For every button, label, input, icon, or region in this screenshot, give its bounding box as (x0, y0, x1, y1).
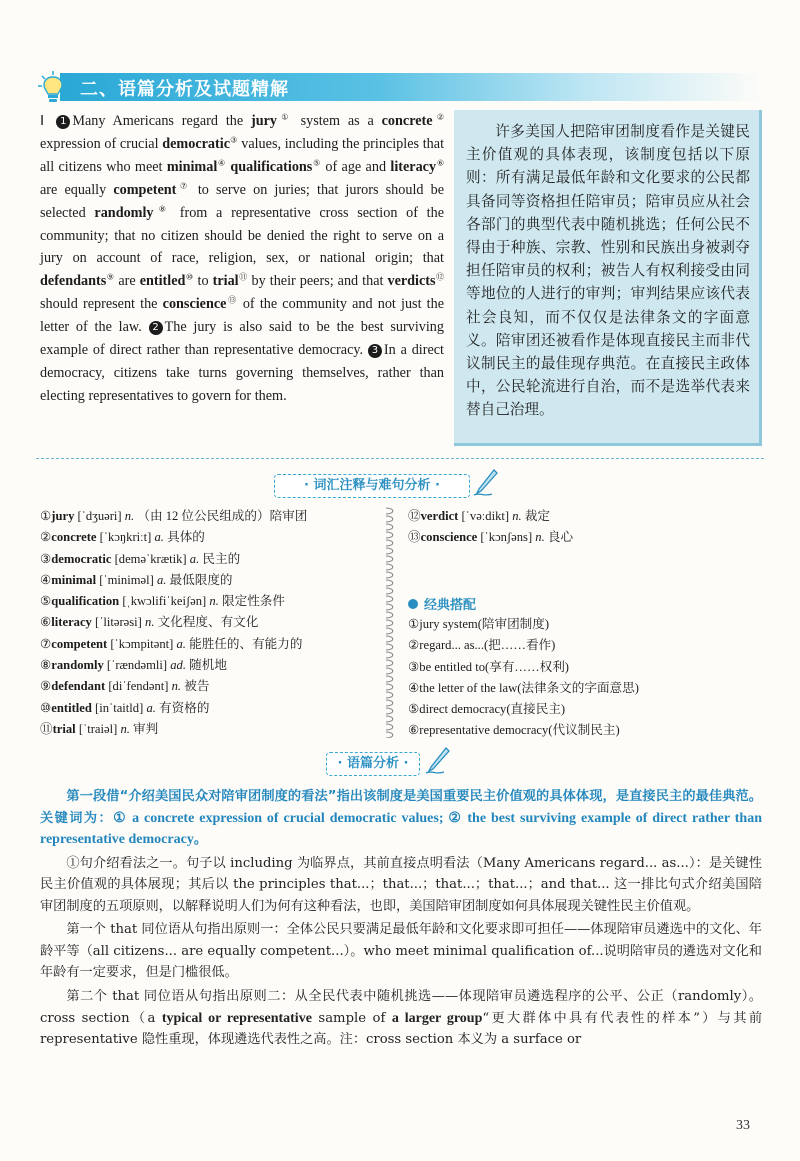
vocab-entry (40, 612, 380, 633)
vocab-definition: 能胜任的、有能力的 (185, 636, 303, 651)
vocab-ipa: [ˈlitərəsi] (91, 615, 146, 630)
vocab-ipa: [ˌkwɔlifiˈkeiʃən] (119, 594, 210, 609)
analysis-text: 第二个 that 同位语从句指出原则二：从全民代表中随机挑选——体现陪审员遴选程序的公平、公正（randomly）。cross section（a (40, 989, 762, 1026)
vocab-entry (40, 570, 380, 591)
vocab-ipa: [inˈtaitld] (91, 700, 147, 715)
vocab-number: ⑨ (40, 679, 52, 694)
vocab-entry (408, 506, 758, 527)
bullet-icon (408, 599, 418, 609)
phrases-title: 经典搭配 (424, 598, 477, 613)
keyword: defendants (40, 273, 107, 290)
passage-text: system as a (292, 113, 382, 129)
vocab-pos: n. (209, 594, 219, 609)
vocab-list-left (40, 506, 380, 740)
vocab-ipa: [ˈkɔmpitənt] (107, 636, 177, 651)
vocab-ipa: [ˈrændəmli] (103, 658, 171, 673)
vocab-entry (40, 634, 380, 655)
vocab-word: conscience (420, 530, 478, 545)
vocab-word: defendant (51, 679, 106, 694)
phrase-item: ④the letter of the law(法律条文的字面意思) (408, 680, 639, 695)
keyword: a larger group (391, 1010, 483, 1026)
vocab-word: verdict (420, 509, 459, 523)
keyword: conscience (162, 296, 227, 313)
sentence-number: 3 (368, 344, 382, 358)
summary-text: 第一段借“介绍美国民众对陪审团制度的看法”指出该制度是美国重要民主价值观的具体体现，是直接民主的最佳典范。关键词为： (40, 789, 762, 826)
vocab-definition: 具体的 (163, 530, 205, 545)
vocab-word: jury (51, 509, 75, 523)
analysis-text: sample of (311, 1010, 392, 1026)
vocab-number: ⑥ (40, 615, 52, 630)
passage-text: are equally (40, 181, 114, 198)
vocab-section-title: · 词汇注释与难句分析 · (274, 474, 470, 498)
section-header (36, 70, 764, 104)
vocab-definition: 最低限度的 (166, 572, 233, 587)
analysis-paragraph: 第一个 that 同位语从句指出原则一：全体公民只要满足最低年龄和文化要求即可担任——体现陪审员遴选中的文化、年龄平等（all citizens... are equally competent...）。who meet minimal qualification of...说明陪审员的遴选对文化和年龄有一定要求，但是门槛很低。 (40, 922, 762, 981)
vocab-pos: a. (146, 700, 156, 715)
page-number: 33 (736, 1118, 750, 1133)
vocab-pos: a. (154, 530, 164, 545)
sentence-number: 2 (149, 321, 163, 335)
vocab-number: ① (40, 509, 52, 523)
passage-text: of the community and not just the letter of the law. (40, 296, 444, 336)
vocab-definition: 文化程度、有文化 (154, 615, 259, 630)
vocab-number: ⑫ (408, 509, 421, 523)
dashed-divider (36, 458, 764, 459)
footnote-mark: ② (432, 112, 445, 122)
passage-text: expression of crucial (40, 135, 163, 152)
keyword: qualifications (230, 158, 313, 175)
vocab-entry (408, 527, 758, 548)
vocab-ipa: [ˈdʒuəri] (74, 509, 125, 523)
vocab-word: randomly (51, 658, 104, 673)
phrases-heading (408, 594, 476, 613)
footnote-mark: ⑫ (435, 272, 445, 282)
passage-text: by their peers; and that (247, 273, 388, 290)
pen-icon (424, 746, 450, 776)
spiral-divider (383, 506, 397, 738)
phrase-item: ①jury system(陪审团制度) (408, 617, 550, 631)
vocab-ipa: [ˈkɔnʃəns] (477, 530, 536, 545)
vocab-definition: 随机地 (185, 658, 227, 673)
vocab-ipa: [diˈfendənt] (105, 679, 172, 694)
vocab-word: entitled (51, 700, 92, 715)
analysis-body (40, 786, 762, 1051)
vocab-number: ④ (40, 572, 52, 587)
section-title: 二、语篇分析及试题精解 (80, 79, 289, 100)
footnote-mark: ⑩ (185, 272, 194, 282)
keyword: verdicts (387, 273, 436, 290)
vocab-definition: 有资格的 (155, 700, 210, 715)
keyword: trial (212, 273, 239, 290)
vocab-definition: 审判 (129, 721, 159, 736)
vocab-pos: a. (176, 636, 186, 651)
passage-text: In a direct democracy, citizens take turns governing themselves, rather than electing representatives to govern for them. (40, 342, 444, 404)
vocab-entry (40, 698, 380, 719)
footnote-mark: ③ (230, 135, 238, 145)
phrase-item: ⑥representative democracy(代议制民主) (408, 723, 620, 738)
phrase-item: ⑤direct democracy(直接民主) (408, 702, 566, 717)
vocab-definition: 民主的 (199, 551, 241, 566)
lightbulb-icon (38, 70, 68, 104)
footnote-mark: ⑥ (436, 158, 445, 168)
keyword: concrete (381, 113, 433, 129)
footnote-mark: ① (277, 112, 293, 122)
keyword: randomly (94, 204, 154, 221)
vocab-number: ⑤ (40, 594, 52, 609)
passage-text: of age and (321, 158, 391, 175)
summary-keywords: ① a concrete expression of crucial democratic values; ② the best surviving example of direct rather than representative democracy (40, 810, 762, 847)
vocab-ipa: [ˈminiməl] (96, 572, 157, 587)
vocab-definition: 限定性条件 (218, 594, 285, 609)
vocab-pos: n. (124, 509, 135, 523)
vocab-pos: n. (120, 721, 130, 736)
passage-text: from a representative cross section of the community; that no citizen should be denied the right to serve on a jury on account of race, religion, sex, or national origin; that (40, 204, 444, 267)
vocab-pos: n. (512, 509, 522, 523)
vocab-word: competent (51, 636, 108, 651)
vocab-pos: n. (145, 615, 155, 630)
vocab-pos: n. (171, 679, 182, 694)
vocab-word: trial (52, 721, 76, 736)
vocab-number: ⑪ (40, 721, 53, 736)
vocab-pos: a. (156, 572, 167, 587)
english-passage (40, 110, 444, 408)
vocab-pos: n. (535, 530, 545, 545)
footnote-mark: ⑧ (153, 203, 172, 213)
analysis-paragraph (40, 986, 762, 1051)
vocab-definition: 良心 (544, 530, 574, 545)
vocab-word: qualification (51, 594, 120, 609)
analysis-summary (40, 786, 762, 851)
passage-text: The jury is also said to be the best surviving example of direct rather than representative democracy. (40, 319, 444, 359)
vocab-pos: a. (189, 551, 200, 566)
phrases-list (408, 614, 758, 742)
vocab-word: concrete (51, 530, 97, 545)
footnote-mark: ⑨ (106, 272, 115, 282)
passage-text: to serve on juries; that jurors should be selected (40, 181, 444, 221)
pen-icon (472, 468, 498, 498)
keyword: jury (251, 113, 278, 129)
analysis-section-title: · 语篇分析 · (326, 752, 420, 776)
vocab-entry (40, 506, 380, 527)
vocab-definition: （由 12 位公民组成的）陪审团 (134, 509, 308, 523)
passage-text: should represent the (40, 296, 163, 313)
passage-text: to (193, 273, 213, 290)
passage-text: are (114, 273, 140, 290)
vocab-entry (40, 676, 380, 697)
vocab-word: minimal (51, 572, 97, 587)
keyword: entitled (139, 273, 186, 290)
vocab-definition: 裁定 (521, 509, 551, 523)
keyword: minimal (166, 158, 218, 175)
summary-end: 。 (193, 832, 208, 847)
analysis-paragraph: ①句介绍看法之一。句子以 including 为临界点，其前直接点明看法（Many Americans regard... as...）：是关键性民主价值观的具体展现；其后以 the principles that...；that...；that...；that...；and that... 这一排比句式介绍美国陪审团制度的五项原则，以解释说明人们为何有这种看法，也即，美国陪审团制度如何具体展现关键性民主价值观。 (40, 855, 762, 914)
footnote-mark: ⑤ (312, 158, 322, 168)
sentence-number: 1 (56, 115, 70, 129)
vocab-entry (40, 719, 380, 740)
vocab-ipa: [ˈkɔŋkriːt] (96, 530, 155, 545)
vocab-word: democratic (51, 551, 112, 566)
paragraph-marker: Ⅰ (40, 113, 49, 129)
vocab-entry (40, 591, 380, 612)
phrase-item: ③be entitled to(享有……权利) (408, 659, 569, 674)
vocab-entry (40, 549, 380, 570)
vocab-ipa: [ˈtraiəl] (75, 721, 121, 736)
keyword: literacy (390, 158, 437, 175)
vocab-number: ⑧ (40, 658, 52, 673)
vocab-ipa: [deməˈkrætik] (111, 551, 190, 566)
vocab-entry (40, 527, 380, 548)
vocab-word: literacy (51, 615, 92, 630)
vocab-number: ⑩ (40, 700, 52, 715)
footnote-mark: ④ (217, 158, 227, 168)
keyword: typical or representative (161, 1010, 312, 1026)
footnote-mark: ⑦ (176, 180, 191, 190)
vocab-number: ③ (40, 551, 52, 566)
vocab-number: ⑦ (40, 636, 52, 651)
vocab-number: ⑬ (408, 530, 421, 545)
passage-text: Many Americans regard the (72, 113, 251, 129)
phrase-item: ②regard... as...(把……看作) (408, 638, 556, 653)
analysis-text: “更大群体中具有代表性的样本”）与其前 representative 隐性重现，体现遴选代表性之高。注：cross section 本义为 a surface or (40, 1010, 763, 1048)
vocab-entry (40, 655, 380, 676)
translation-box (454, 110, 762, 446)
keyword: competent (113, 181, 177, 198)
footnote-mark: ⑪ (238, 272, 248, 282)
passage-text: values, including the principles that all citizens who meet (40, 135, 445, 175)
translation-text: 许多美国人把陪审团制度看作是关键民主价值观的具体表现，该制度包括以下原则：所有满足最低年龄和文化要求的公民都具备同等资格担任陪审员；陪审员应从社会各部门的典型代表中随机挑选；任何公民不得由于种族、宗教、性别和民族出身被剥夺担任陪审员的权利；被告人有权利接受由同等地位的人进行的审判；审判结果应该代表社会良知，而不仅仅是法律条文的字面意义。陪审团还被看作是体现直接民主而非代议制民主的最佳现存典范。在直接民主政体中，公民轮流进行自治，而不是选举代表来替自己治理。 (466, 123, 750, 419)
vocab-pos: ad. (170, 658, 186, 673)
vocab-definition: 被告 (181, 679, 210, 694)
vocab-list-right (408, 506, 758, 549)
vocab-ipa: [ˈvəːdikt] (458, 509, 513, 523)
keyword: democratic (162, 135, 230, 152)
footnote-mark: ⑬ (226, 295, 238, 305)
vocab-number: ② (40, 530, 52, 545)
